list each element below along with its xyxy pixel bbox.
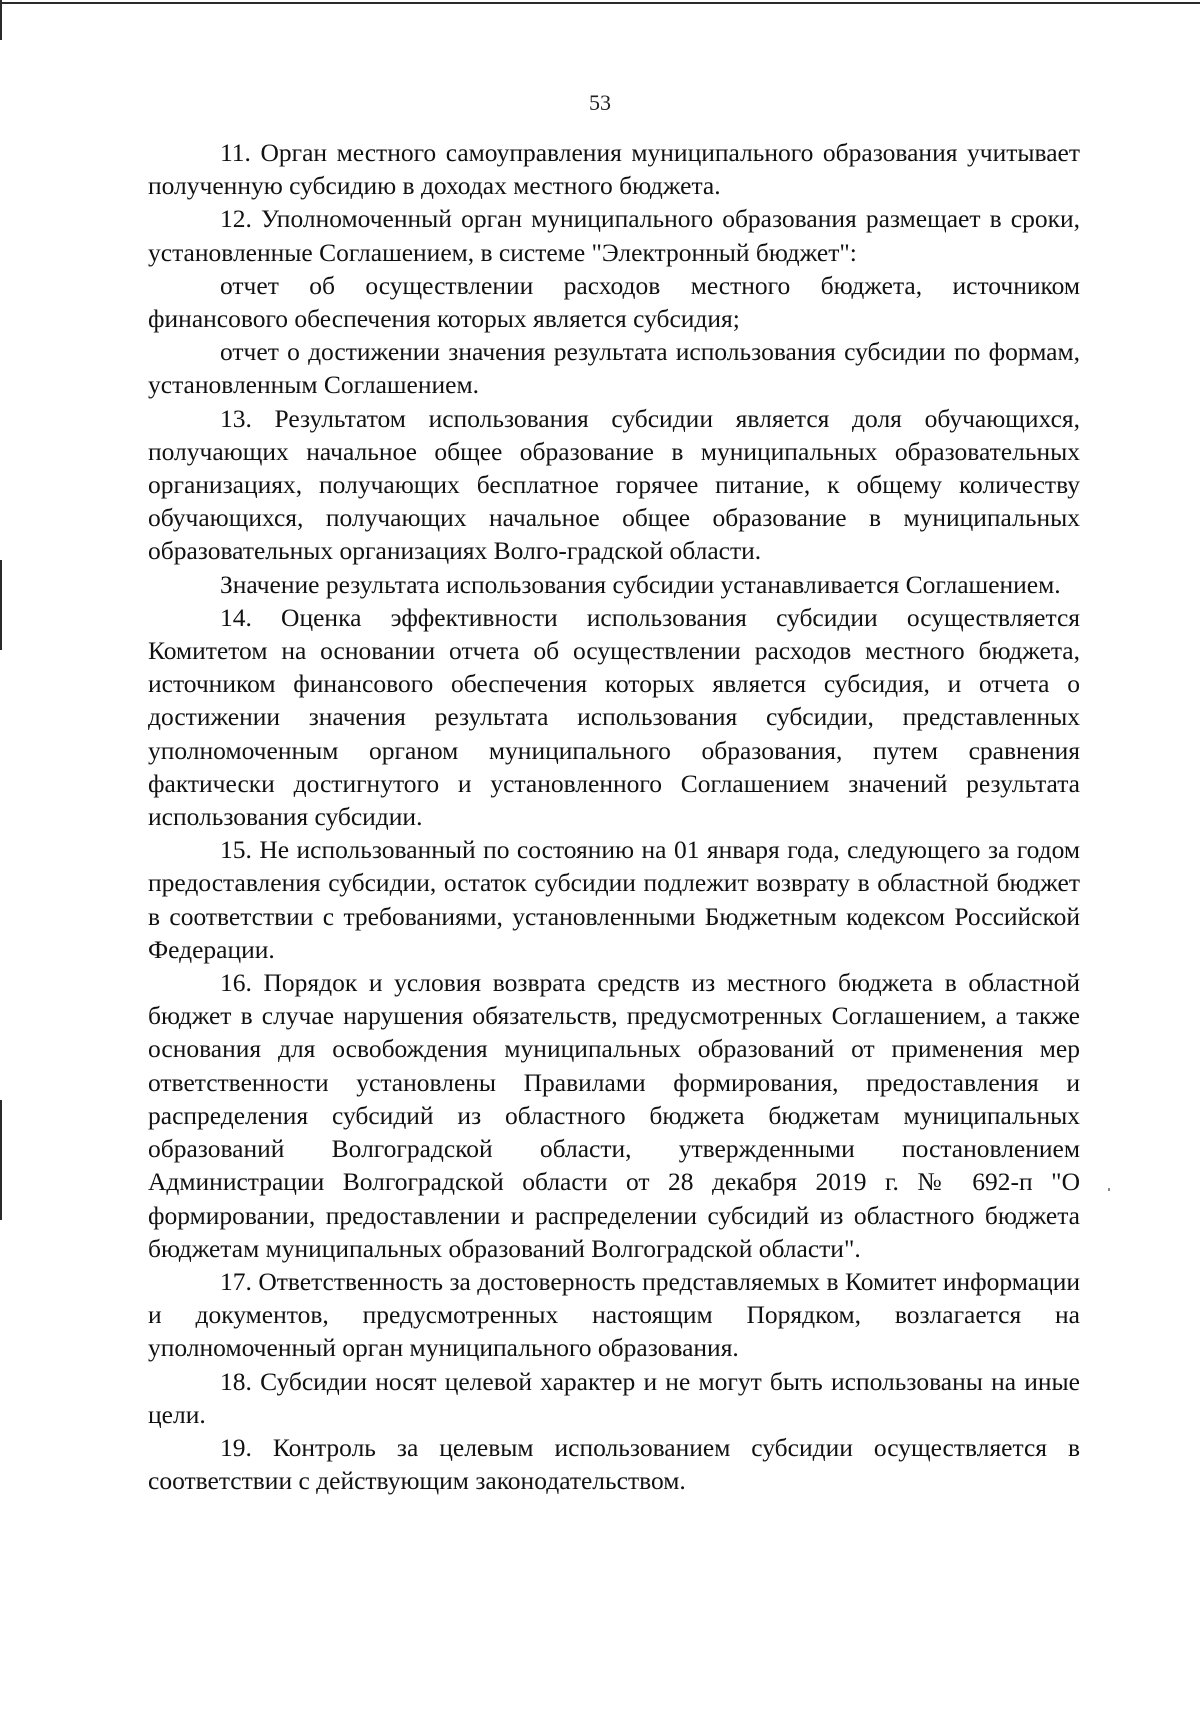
scan-speck — [1108, 1188, 1110, 1191]
paragraph-13: 13. Результатом использования субсидии является доля обучающихся, получающих начальное общее образование в муниципальных образовательных организациях, получающих бесплатное горячее питание, к общему количеству обучающихся, получающих начальное общее образование в муниципальных образовательных организациях Волго-градской области. — [148, 403, 1080, 566]
document-body — [148, 136, 1080, 1497]
paragraph-17: 17. Ответственность за достоверность представляемых в Комитет информации и документов, предусмотренных настоящим Порядком, возлагается на уполномоченный орган муниципального образования. — [148, 1266, 1080, 1363]
paragraph-18: 18. Субсидии носят целевой характер и не могут быть использованы на иные цели. — [148, 1366, 1080, 1429]
paragraph-12: 12. Уполномоченный орган муниципального образования размещает в сроки, установленные Соглашением, в системе "Электронный бюджет": — [148, 204, 1080, 267]
paragraph-13-continued: Значение результата использования субсидии устанавливается Соглашением. — [220, 569, 1061, 599]
paragraph-11: 11. Орган местного самоуправления муниципального образования учитывает полученную субсидию в доходах местного бюджета. — [148, 138, 1080, 201]
scan-edge-mark — [0, 0, 2, 40]
paragraph-19: 19. Контроль за целевым использованием субсидии осуществляется в соответствии с действующим законодательством. — [148, 1432, 1080, 1496]
scan-edge-mark — [0, 560, 2, 650]
paragraph-16: 16. Порядок и условия возврата средств из местного бюджета в областной бюджет в случае нарушения обязательств, предусмотренных Соглашением, а также основания для освобождения муниципальных образований от применения мер ответственности установлены Правилами формирования, предоставления и распределения субсидий из областного бюджета бюджетам муниципальных образований Волгоградской области, утвержденными постановлением Администрации Волгоградской области от 28 декабря 2019 г. № 692-п "О формировании, предоставлении и распределении субсидий из областного бюджета бюджетам муниципальных образований Волгоградской области". — [148, 968, 1080, 1263]
page-number: 53 — [589, 90, 611, 115]
scan-border-top — [0, 2, 1200, 4]
paragraph-12-item-2: отчет о достижении значения результата использования субсидии по формам, установленным Соглашением. — [148, 337, 1080, 400]
paragraph-12-item-1: отчет об осуществлении расходов местного бюджета, источником финансового обеспечения которых является субсидия; — [148, 270, 1080, 334]
paragraph-14: 14. Оценка эффективности использования субсидии осуществляется Комитетом на основании отчета об осуществлении расходов местного бюджета, источником финансового обеспечения которых является субсидия, и отчета о достижении значения результата использования субсидии, представленных уполномоченным органом муниципального образования, путем сравнения фактически достигнутого и установленного Соглашением значений результата использования субсидии. — [148, 602, 1080, 832]
scan-edge-mark — [0, 1100, 2, 1220]
paragraph-15: 15. Не использованный по состоянию на 01 января года, следующего за годом предоставления субсидии, остаток субсидии подлежит возврату в областной бюджет в соответствии с требованиями, установленными Бюджетным кодексом Российской Федерации. — [148, 835, 1080, 964]
